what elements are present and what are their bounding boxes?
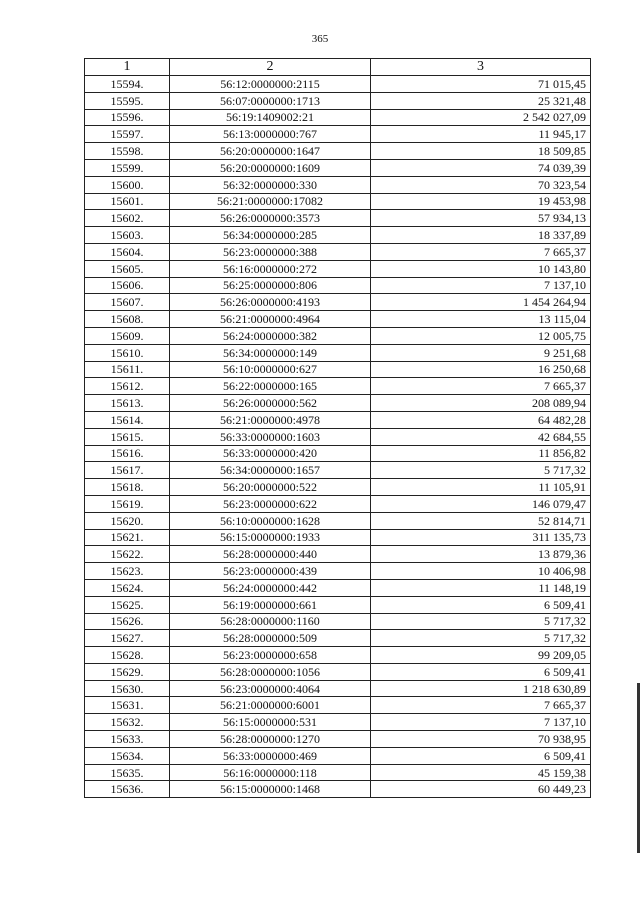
cadastral-number-cell: 56:34:0000000:1657: [170, 462, 371, 479]
cadastral-value-cell: 5 717,32: [371, 613, 591, 630]
cadastral-value-cell: 13 879,36: [371, 546, 591, 563]
table-row: [85, 579, 591, 596]
table-row: [85, 512, 591, 529]
cadastral-number-cell: 56:19:0000000:661: [170, 596, 371, 613]
table-row: [85, 143, 591, 160]
table-row: [85, 277, 591, 294]
cadastral-value-cell: 19 453,98: [371, 193, 591, 210]
cadastral-number-cell: 56:22:0000000:165: [170, 378, 371, 395]
cadastral-number-cell: 56:28:0000000:509: [170, 630, 371, 647]
cadastral-number-cell: 56:33:0000000:420: [170, 445, 371, 462]
cadastral-value-cell: 11 856,82: [371, 445, 591, 462]
row-number-cell: 15602.: [85, 210, 170, 227]
cadastral-value-cell: 99 209,05: [371, 647, 591, 664]
row-number-cell: 15625.: [85, 596, 170, 613]
cadastral-number-cell: 56:26:0000000:4193: [170, 294, 371, 311]
table-row: [85, 529, 591, 546]
cadastral-value-cell: 18 337,89: [371, 227, 591, 244]
row-number-cell: 15606.: [85, 277, 170, 294]
cadastral-value-cell: 42 684,55: [371, 428, 591, 445]
cadastral-number-cell: 56:23:0000000:4064: [170, 680, 371, 697]
table-row: [85, 781, 591, 798]
cadastral-number-cell: 56:28:0000000:440: [170, 546, 371, 563]
row-number-cell: 15604.: [85, 243, 170, 260]
row-number-cell: 15612.: [85, 378, 170, 395]
cadastral-value-cell: 1 218 630,89: [371, 680, 591, 697]
row-number-cell: 15599.: [85, 159, 170, 176]
cadastral-number-cell: 56:15:0000000:1933: [170, 529, 371, 546]
table-row: [85, 764, 591, 781]
row-number-cell: 15611.: [85, 361, 170, 378]
cadastral-number-cell: 56:34:0000000:149: [170, 344, 371, 361]
table-row: [85, 327, 591, 344]
cadastral-number-cell: 56:26:0000000:3573: [170, 210, 371, 227]
column-header-cadastral-value: 3: [371, 59, 591, 76]
row-number-cell: 15622.: [85, 546, 170, 563]
table-row: [85, 714, 591, 731]
row-number-cell: 15614.: [85, 411, 170, 428]
cadastral-value-cell: 7 665,37: [371, 697, 591, 714]
table-row: [85, 563, 591, 580]
row-number-cell: 15630.: [85, 680, 170, 697]
table-row: [85, 680, 591, 697]
cadastral-number-cell: 56:10:0000000:627: [170, 361, 371, 378]
cadastral-value-cell: 7 665,37: [371, 378, 591, 395]
row-number-cell: 15616.: [85, 445, 170, 462]
cadastral-value-table: [84, 58, 591, 798]
row-number-cell: 15628.: [85, 647, 170, 664]
cadastral-number-cell: 56:33:0000000:469: [170, 747, 371, 764]
row-number-cell: 15617.: [85, 462, 170, 479]
cadastral-value-cell: 311 135,73: [371, 529, 591, 546]
row-number-cell: 15613.: [85, 395, 170, 412]
table-row: [85, 210, 591, 227]
table-row: [85, 92, 591, 109]
page-number: 365: [311, 33, 329, 45]
cadastral-number-cell: 56:16:0000000:272: [170, 260, 371, 277]
row-number-cell: 15608.: [85, 311, 170, 328]
cadastral-number-cell: 56:15:0000000:1468: [170, 781, 371, 798]
row-number-cell: 15626.: [85, 613, 170, 630]
table-row: [85, 243, 591, 260]
cadastral-number-cell: 56:20:0000000:522: [170, 479, 371, 496]
cadastral-value-cell: 16 250,68: [371, 361, 591, 378]
table-row: [85, 647, 591, 664]
row-number-cell: 15636.: [85, 781, 170, 798]
cadastral-value-cell: 6 509,41: [371, 596, 591, 613]
table-header-row: [85, 59, 591, 76]
cadastral-value-cell: 45 159,38: [371, 764, 591, 781]
cadastral-number-cell: 56:21:0000000:4978: [170, 411, 371, 428]
table-row: [85, 260, 591, 277]
table-row: [85, 596, 591, 613]
row-number-cell: 15633.: [85, 731, 170, 748]
table-row: [85, 109, 591, 126]
table-row: [85, 193, 591, 210]
table-row: [85, 159, 591, 176]
cadastral-value-cell: 74 039,39: [371, 159, 591, 176]
column-header-number: 1: [85, 59, 170, 76]
cadastral-value-cell: 6 509,41: [371, 747, 591, 764]
row-number-cell: 15632.: [85, 714, 170, 731]
table-row: [85, 445, 591, 462]
row-number-cell: 15603.: [85, 227, 170, 244]
cadastral-number-cell: 56:32:0000000:330: [170, 176, 371, 193]
row-number-cell: 15609.: [85, 327, 170, 344]
row-number-cell: 15605.: [85, 260, 170, 277]
row-number-cell: 15631.: [85, 697, 170, 714]
table-row: [85, 613, 591, 630]
table-row: [85, 428, 591, 445]
cadastral-value-cell: 6 509,41: [371, 663, 591, 680]
table-row: [85, 76, 591, 93]
row-number-cell: 15635.: [85, 764, 170, 781]
table-row: [85, 311, 591, 328]
cadastral-value-cell: 70 323,54: [371, 176, 591, 193]
row-number-cell: 15595.: [85, 92, 170, 109]
cadastral-number-cell: 56:21:0000000:4964: [170, 311, 371, 328]
cadastral-value-cell: 52 814,71: [371, 512, 591, 529]
row-number-cell: 15594.: [85, 76, 170, 93]
cadastral-value-cell: 146 079,47: [371, 495, 591, 512]
row-number-cell: 15624.: [85, 579, 170, 596]
row-number-cell: 15620.: [85, 512, 170, 529]
cadastral-number-cell: 56:23:0000000:439: [170, 563, 371, 580]
cadastral-number-cell: 56:23:0000000:658: [170, 647, 371, 664]
cadastral-value-cell: 208 089,94: [371, 395, 591, 412]
cadastral-value-cell: 13 115,04: [371, 311, 591, 328]
cadastral-value-cell: 9 251,68: [371, 344, 591, 361]
cadastral-number-cell: 56:28:0000000:1056: [170, 663, 371, 680]
cadastral-number-cell: 56:33:0000000:1603: [170, 428, 371, 445]
row-number-cell: 15623.: [85, 563, 170, 580]
cadastral-number-cell: 56:13:0000000:767: [170, 126, 371, 143]
table-row: [85, 462, 591, 479]
cadastral-number-cell: 56:24:0000000:382: [170, 327, 371, 344]
table-row: [85, 663, 591, 680]
cadastral-number-cell: 56:20:0000000:1647: [170, 143, 371, 160]
row-number-cell: 15618.: [85, 479, 170, 496]
cadastral-value-cell: 71 015,45: [371, 76, 591, 93]
cadastral-value-cell: 11 105,91: [371, 479, 591, 496]
table-row: [85, 227, 591, 244]
cadastral-number-cell: 56:10:0000000:1628: [170, 512, 371, 529]
table-row: [85, 479, 591, 496]
table-row: [85, 747, 591, 764]
cadastral-value-cell: 11 945,17: [371, 126, 591, 143]
row-number-cell: 15600.: [85, 176, 170, 193]
cadastral-value-cell: 12 005,75: [371, 327, 591, 344]
row-number-cell: 15610.: [85, 344, 170, 361]
row-number-cell: 15596.: [85, 109, 170, 126]
cadastral-number-cell: 56:23:0000000:622: [170, 495, 371, 512]
cadastral-number-cell: 56:07:0000000:1713: [170, 92, 371, 109]
table-row: [85, 361, 591, 378]
cadastral-number-cell: 56:21:0000000:6001: [170, 697, 371, 714]
cadastral-value-cell: 18 509,85: [371, 143, 591, 160]
table-row: [85, 176, 591, 193]
cadastral-number-cell: 56:15:0000000:531: [170, 714, 371, 731]
row-number-cell: 15597.: [85, 126, 170, 143]
cadastral-number-cell: 56:25:0000000:806: [170, 277, 371, 294]
row-number-cell: 15627.: [85, 630, 170, 647]
table-row: [85, 378, 591, 395]
cadastral-value-cell: 60 449,23: [371, 781, 591, 798]
column-header-cadastral-number: 2: [170, 59, 371, 76]
cadastral-value-cell: 11 148,19: [371, 579, 591, 596]
table-row: [85, 495, 591, 512]
row-number-cell: 15615.: [85, 428, 170, 445]
cadastral-value-cell: 5 717,32: [371, 462, 591, 479]
table-row: [85, 126, 591, 143]
cadastral-value-cell: 7 137,10: [371, 277, 591, 294]
cadastral-value-cell: 25 321,48: [371, 92, 591, 109]
cadastral-value-cell: 2 542 027,09: [371, 109, 591, 126]
cadastral-number-cell: 56:26:0000000:562: [170, 395, 371, 412]
table-row: [85, 344, 591, 361]
table-row: [85, 546, 591, 563]
row-number-cell: 15598.: [85, 143, 170, 160]
table-row: [85, 731, 591, 748]
cadastral-value-cell: 5 717,32: [371, 630, 591, 647]
row-number-cell: 15621.: [85, 529, 170, 546]
cadastral-value-cell: 7 665,37: [371, 243, 591, 260]
cadastral-number-cell: 56:23:0000000:388: [170, 243, 371, 260]
table-row: [85, 630, 591, 647]
row-number-cell: 15607.: [85, 294, 170, 311]
row-number-cell: 15634.: [85, 747, 170, 764]
cadastral-number-cell: 56:21:0000000:17082: [170, 193, 371, 210]
table-row: [85, 395, 591, 412]
row-number-cell: 15601.: [85, 193, 170, 210]
cadastral-number-cell: 56:28:0000000:1160: [170, 613, 371, 630]
cadastral-value-cell: 10 406,98: [371, 563, 591, 580]
cadastral-number-cell: 56:16:0000000:118: [170, 764, 371, 781]
cadastral-value-cell: 1 454 264,94: [371, 294, 591, 311]
table-row: [85, 411, 591, 428]
cadastral-value-cell: 57 934,13: [371, 210, 591, 227]
cadastral-number-cell: 56:24:0000000:442: [170, 579, 371, 596]
cadastral-value-cell: 10 143,80: [371, 260, 591, 277]
cadastral-number-cell: 56:12:0000000:2115: [170, 76, 371, 93]
table-row: [85, 294, 591, 311]
cadastral-number-cell: 56:20:0000000:1609: [170, 159, 371, 176]
cadastral-number-cell: 56:28:0000000:1270: [170, 731, 371, 748]
cadastral-value-cell: 70 938,95: [371, 731, 591, 748]
cadastral-value-cell: 7 137,10: [371, 714, 591, 731]
cadastral-value-cell: 64 482,28: [371, 411, 591, 428]
table-row: [85, 697, 591, 714]
row-number-cell: 15619.: [85, 495, 170, 512]
cadastral-number-cell: 56:34:0000000:285: [170, 227, 371, 244]
table-body: [85, 76, 591, 798]
cadastral-number-cell: 56:19:1409002:21: [170, 109, 371, 126]
row-number-cell: 15629.: [85, 663, 170, 680]
